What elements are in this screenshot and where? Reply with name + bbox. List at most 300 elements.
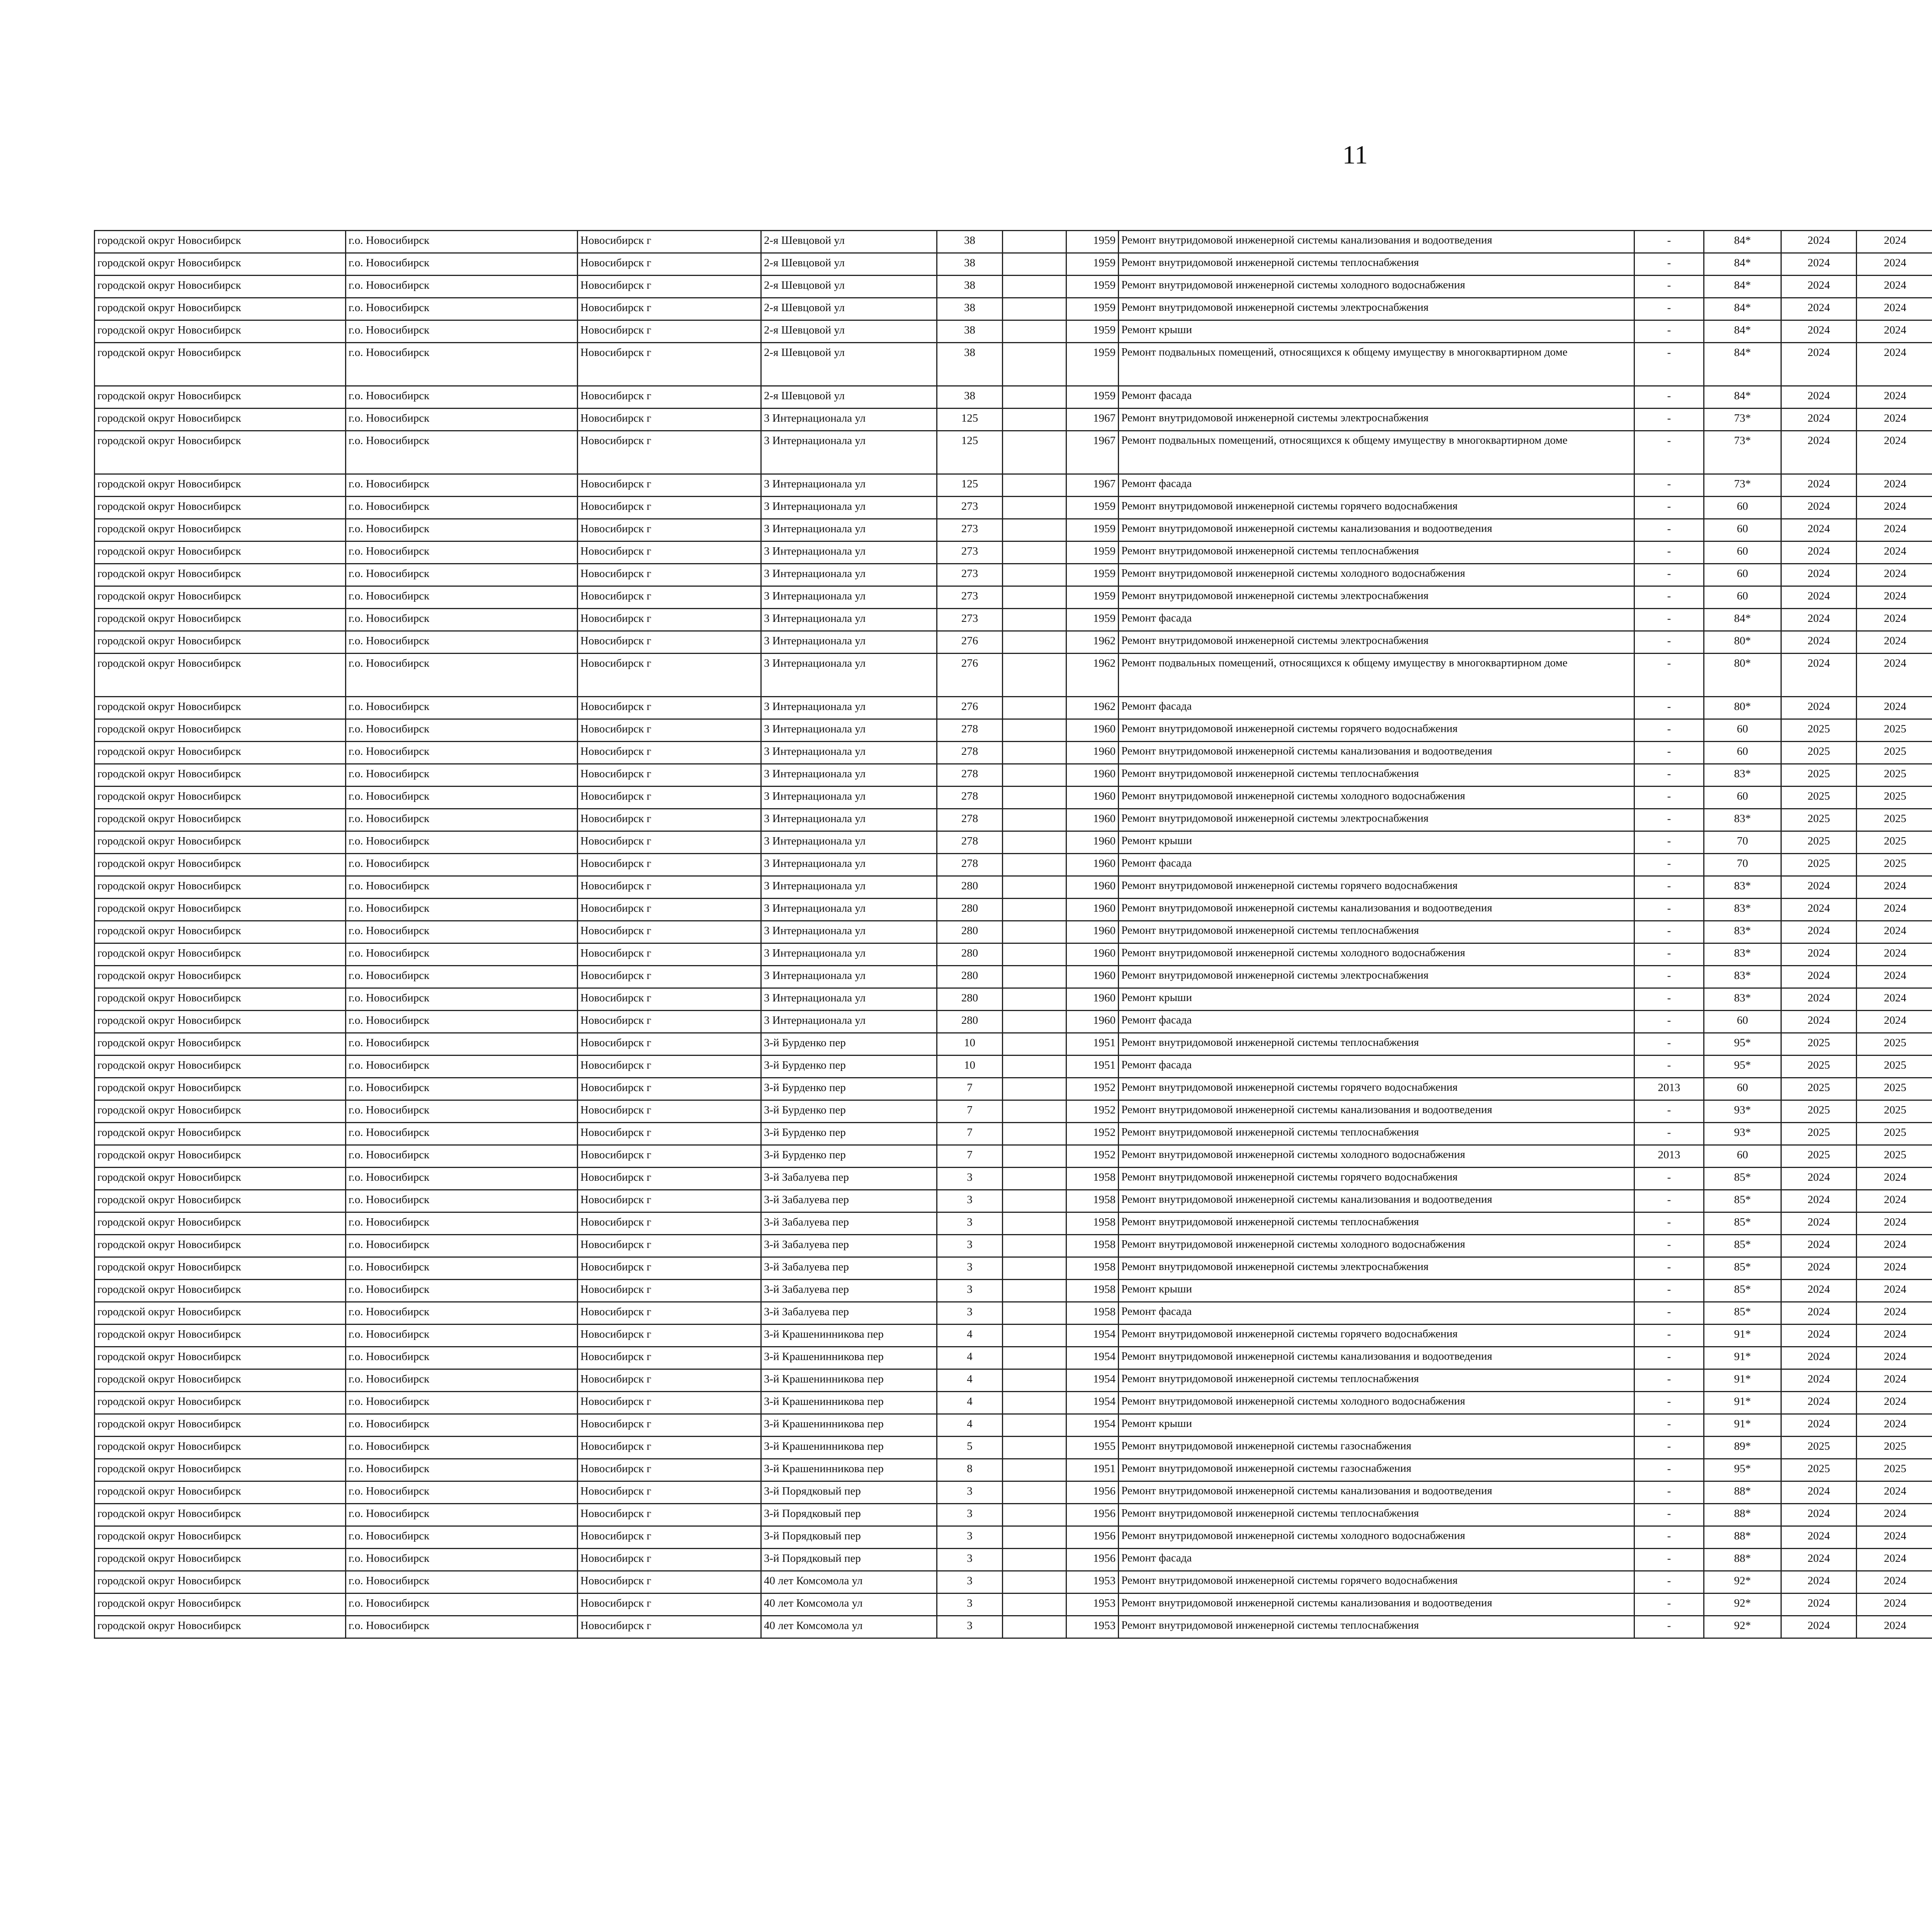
cell-street: 3-й Крашенинникова пер [761,1347,937,1369]
cell-plan-start-year: 2024 [1781,564,1857,586]
cell-year-built: 1960 [1066,787,1119,809]
cell-building-letter [1003,1549,1066,1571]
cell-work-type: Ремонт внутридомовой инженерной системы электроснабжения [1119,809,1634,831]
cell-year-built: 1958 [1066,1235,1119,1257]
cell-city: Новосибирск г [578,386,761,409]
table-row [95,1459,1932,1481]
cell-house-number: 278 [937,809,1003,831]
table-row [95,1414,1932,1437]
cell-city: Новосибирск г [578,1526,761,1549]
cell-plan-start-year: 2025 [1781,1437,1857,1459]
cell-settlement-abbrev: г.о. Новосибирск [346,1437,578,1459]
cell-street: 40 лет Комсомола ул [761,1571,937,1594]
cell-plan-start-year: 2024 [1781,988,1857,1011]
cell-city: Новосибирск г [578,1481,761,1504]
cell-plan-end-year: 2025 [1857,719,1932,742]
cell-street: 3 Интернационала ул [761,564,937,586]
cell-wear-percent: 73* [1704,431,1781,474]
cell-street: 3 Интернационала ул [761,742,937,764]
cell-wear-percent: 88* [1704,1526,1781,1549]
cell-house-number: 276 [937,697,1003,719]
cell-wear-percent: 92* [1704,1594,1781,1616]
cell-year-built: 1959 [1066,497,1119,519]
cell-city: Новосибирск г [578,787,761,809]
cell-last-repair-year: - [1634,519,1704,541]
cell-work-type: Ремонт фасада [1119,609,1634,631]
cell-last-repair-year: - [1634,1302,1704,1325]
cell-street: 3-й Крашенинникова пер [761,1325,937,1347]
cell-municipality: городской округ Новосибирск [95,409,346,431]
cell-last-repair-year: - [1634,1594,1704,1616]
cell-work-type: Ремонт внутридомовой инженерной системы электроснабжения [1119,1257,1634,1280]
cell-work-type: Ремонт внутридомовой инженерной системы холодного водоснабжения [1119,1145,1634,1168]
cell-house-number: 125 [937,474,1003,497]
cell-plan-end-year: 2024 [1857,1571,1932,1594]
cell-work-type: Ремонт внутридомовой инженерной системы теплоснабжения [1119,1369,1634,1392]
table-row [95,298,1932,320]
cell-house-number: 278 [937,719,1003,742]
cell-building-letter [1003,1168,1066,1190]
cell-building-letter [1003,409,1066,431]
cell-plan-end-year: 2025 [1857,742,1932,764]
cell-building-letter [1003,1033,1066,1056]
cell-street: 40 лет Комсомола ул [761,1616,937,1638]
cell-year-built: 1960 [1066,719,1119,742]
cell-wear-percent: 84* [1704,253,1781,276]
cell-house-number: 3 [937,1481,1003,1504]
cell-wear-percent: 91* [1704,1414,1781,1437]
page-number: 11 [1342,140,1368,169]
cell-plan-end-year: 2024 [1857,431,1932,474]
cell-wear-percent: 73* [1704,474,1781,497]
cell-city: Новосибирск г [578,1325,761,1347]
cell-work-type: Ремонт внутридомовой инженерной системы канализования и водоотведения [1119,1100,1634,1123]
cell-plan-end-year: 2024 [1857,1212,1932,1235]
cell-last-repair-year: - [1634,253,1704,276]
cell-settlement-abbrev: г.о. Новосибирск [346,1526,578,1549]
cell-settlement-abbrev: г.о. Новосибирск [346,1481,578,1504]
cell-municipality: городской округ Новосибирск [95,831,346,854]
cell-house-number: 38 [937,231,1003,253]
cell-municipality: городской округ Новосибирск [95,320,346,343]
cell-wear-percent: 84* [1704,343,1781,386]
cell-house-number: 3 [937,1616,1003,1638]
cell-settlement-abbrev: г.о. Новосибирск [346,742,578,764]
cell-house-number: 38 [937,320,1003,343]
cell-house-number: 278 [937,831,1003,854]
cell-street: 3-й Крашенинникова пер [761,1414,937,1437]
cell-plan-start-year: 2024 [1781,609,1857,631]
cell-building-letter [1003,787,1066,809]
cell-wear-percent: 85* [1704,1235,1781,1257]
cell-work-type: Ремонт внутридомовой инженерной системы канализования и водоотведения [1119,231,1634,253]
cell-city: Новосибирск г [578,809,761,831]
cell-city: Новосибирск г [578,654,761,697]
cell-settlement-abbrev: г.о. Новосибирск [346,899,578,921]
cell-last-repair-year: - [1634,343,1704,386]
cell-street: 3-й Крашенинникова пер [761,1369,937,1392]
cell-last-repair-year: - [1634,764,1704,787]
cell-last-repair-year: - [1634,831,1704,854]
cell-plan-end-year: 2024 [1857,966,1932,988]
cell-plan-end-year: 2025 [1857,1056,1932,1078]
cell-wear-percent: 91* [1704,1347,1781,1369]
cell-house-number: 3 [937,1168,1003,1190]
cell-plan-start-year: 2024 [1781,631,1857,654]
cell-wear-percent: 60 [1704,787,1781,809]
cell-plan-start-year: 2024 [1781,253,1857,276]
cell-house-number: 10 [937,1033,1003,1056]
cell-municipality: городской округ Новосибирск [95,1302,346,1325]
cell-house-number: 273 [937,519,1003,541]
cell-plan-end-year: 2024 [1857,697,1932,719]
cell-building-letter [1003,1011,1066,1033]
cell-work-type: Ремонт внутридомовой инженерной системы горячего водоснабжения [1119,1168,1634,1190]
cell-year-built: 1959 [1066,253,1119,276]
cell-work-type: Ремонт внутридомовой инженерной системы канализования и водоотведения [1119,1594,1634,1616]
cell-building-letter [1003,320,1066,343]
cell-municipality: городской округ Новосибирск [95,497,346,519]
cell-house-number: 276 [937,631,1003,654]
cell-plan-end-year: 2024 [1857,409,1932,431]
cell-last-repair-year: - [1634,1571,1704,1594]
cell-plan-start-year: 2024 [1781,966,1857,988]
cell-last-repair-year: - [1634,1459,1704,1481]
cell-year-built: 1953 [1066,1616,1119,1638]
cell-building-letter [1003,1325,1066,1347]
cell-plan-start-year: 2024 [1781,320,1857,343]
table-row [95,1325,1932,1347]
cell-street: 3 Интернационала ул [761,943,937,966]
cell-wear-percent: 83* [1704,943,1781,966]
cell-city: Новосибирск г [578,1392,761,1414]
cell-wear-percent: 83* [1704,899,1781,921]
cell-street: 3 Интернационала ул [761,497,937,519]
cell-municipality: городской округ Новосибирск [95,276,346,298]
cell-last-repair-year: - [1634,787,1704,809]
cell-year-built: 1960 [1066,966,1119,988]
table-row [95,497,1932,519]
cell-plan-start-year: 2025 [1781,719,1857,742]
cell-house-number: 3 [937,1257,1003,1280]
cell-street: 3-й Забалуева пер [761,1280,937,1302]
cell-municipality: городской округ Новосибирск [95,564,346,586]
cell-city: Новосибирск г [578,854,761,876]
cell-work-type: Ремонт фасада [1119,697,1634,719]
cell-building-letter [1003,1145,1066,1168]
cell-municipality: городской округ Новосибирск [95,253,346,276]
cell-wear-percent: 92* [1704,1571,1781,1594]
table-row [95,697,1932,719]
cell-street: 3 Интернационала ул [761,409,937,431]
table-row [95,1302,1932,1325]
cell-settlement-abbrev: г.о. Новосибирск [346,1504,578,1526]
table-row [95,1392,1932,1414]
cell-last-repair-year: - [1634,1616,1704,1638]
cell-year-built: 1962 [1066,631,1119,654]
cell-wear-percent: 80* [1704,654,1781,697]
cell-plan-start-year: 2024 [1781,1481,1857,1504]
cell-house-number: 3 [937,1504,1003,1526]
cell-city: Новосибирск г [578,519,761,541]
cell-plan-end-year: 2024 [1857,921,1932,943]
cell-municipality: городской округ Новосибирск [95,231,346,253]
cell-street: 3-й Забалуева пер [761,1212,937,1235]
cell-work-type: Ремонт внутридомовой инженерной системы теплоснабжения [1119,764,1634,787]
cell-work-type: Ремонт внутридомовой инженерной системы теплоснабжения [1119,1123,1634,1145]
cell-year-built: 1954 [1066,1369,1119,1392]
cell-settlement-abbrev: г.о. Новосибирск [346,343,578,386]
cell-municipality: городской округ Новосибирск [95,609,346,631]
cell-house-number: 38 [937,343,1003,386]
cell-city: Новосибирск г [578,409,761,431]
table-row [95,1504,1932,1526]
cell-building-letter [1003,899,1066,921]
cell-last-repair-year: - [1634,742,1704,764]
cell-year-built: 1952 [1066,1078,1119,1100]
table-row [95,386,1932,409]
table-row [95,831,1932,854]
cell-last-repair-year: - [1634,586,1704,609]
cell-municipality: городской округ Новосибирск [95,921,346,943]
cell-street: 3-й Бурденко пер [761,1078,937,1100]
cell-street: 3-й Забалуева пер [761,1257,937,1280]
cell-building-letter [1003,497,1066,519]
cell-municipality: городской округ Новосибирск [95,1280,346,1302]
cell-house-number: 273 [937,541,1003,564]
cell-house-number: 280 [937,899,1003,921]
cell-municipality: городской округ Новосибирск [95,1594,346,1616]
cell-plan-start-year: 2024 [1781,1257,1857,1280]
cell-plan-start-year: 2024 [1781,943,1857,966]
cell-wear-percent: 84* [1704,298,1781,320]
cell-plan-start-year: 2024 [1781,497,1857,519]
cell-last-repair-year: - [1634,231,1704,253]
cell-building-letter [1003,742,1066,764]
cell-city: Новосибирск г [578,742,761,764]
cell-plan-end-year: 2024 [1857,253,1932,276]
cell-house-number: 278 [937,787,1003,809]
cell-year-built: 1960 [1066,876,1119,899]
cell-municipality: городской округ Новосибирск [95,1369,346,1392]
cell-street: 3 Интернационала ул [761,966,937,988]
cell-house-number: 3 [937,1526,1003,1549]
cell-year-built: 1958 [1066,1168,1119,1190]
cell-last-repair-year: - [1634,1257,1704,1280]
table-row [95,1011,1932,1033]
cell-work-type: Ремонт фасада [1119,474,1634,497]
cell-building-letter [1003,1437,1066,1459]
cell-wear-percent: 70 [1704,831,1781,854]
cell-last-repair-year: - [1634,497,1704,519]
cell-wear-percent: 85* [1704,1280,1781,1302]
cell-plan-start-year: 2024 [1781,386,1857,409]
cell-year-built: 1951 [1066,1459,1119,1481]
cell-year-built: 1956 [1066,1504,1119,1526]
cell-building-letter [1003,253,1066,276]
cell-year-built: 1958 [1066,1212,1119,1235]
cell-wear-percent: 91* [1704,1369,1781,1392]
cell-street: 3 Интернационала ул [761,631,937,654]
cell-year-built: 1960 [1066,764,1119,787]
cell-street: 3-й Порядковый пер [761,1526,937,1549]
cell-house-number: 273 [937,564,1003,586]
cell-street: 40 лет Комсомола ул [761,1594,937,1616]
cell-wear-percent: 85* [1704,1257,1781,1280]
cell-city: Новосибирск г [578,320,761,343]
cell-house-number: 125 [937,431,1003,474]
cell-year-built: 1959 [1066,541,1119,564]
cell-plan-end-year: 2025 [1857,1033,1932,1056]
cell-street: 3-й Бурденко пер [761,1033,937,1056]
cell-street: 3-й Забалуева пер [761,1168,937,1190]
cell-plan-start-year: 2024 [1781,1549,1857,1571]
cell-plan-start-year: 2025 [1781,1056,1857,1078]
cell-last-repair-year: - [1634,1481,1704,1504]
cell-municipality: городской округ Новосибирск [95,654,346,697]
cell-settlement-abbrev: г.о. Новосибирск [346,719,578,742]
cell-settlement-abbrev: г.о. Новосибирск [346,1235,578,1257]
cell-city: Новосибирск г [578,253,761,276]
cell-plan-start-year: 2024 [1781,1369,1857,1392]
cell-municipality: городской округ Новосибирск [95,1616,346,1638]
cell-last-repair-year: - [1634,1011,1704,1033]
cell-settlement-abbrev: г.о. Новосибирск [346,409,578,431]
cell-plan-start-year: 2024 [1781,1594,1857,1616]
cell-year-built: 1958 [1066,1302,1119,1325]
cell-plan-start-year: 2025 [1781,809,1857,831]
cell-building-letter [1003,1257,1066,1280]
cell-building-letter [1003,564,1066,586]
cell-year-built: 1959 [1066,586,1119,609]
cell-work-type: Ремонт внутридомовой инженерной системы горячего водоснабжения [1119,497,1634,519]
table-row [95,1212,1932,1235]
table-row [95,654,1932,697]
cell-plan-start-year: 2024 [1781,343,1857,386]
cell-building-letter [1003,1100,1066,1123]
cell-building-letter [1003,1212,1066,1235]
cell-house-number: 280 [937,988,1003,1011]
cell-year-built: 1952 [1066,1100,1119,1123]
cell-house-number: 3 [937,1280,1003,1302]
cell-year-built: 1959 [1066,320,1119,343]
cell-year-built: 1960 [1066,988,1119,1011]
cell-plan-end-year: 2024 [1857,386,1932,409]
cell-wear-percent: 95* [1704,1056,1781,1078]
cell-year-built: 1956 [1066,1549,1119,1571]
cell-city: Новосибирск г [578,431,761,474]
cell-year-built: 1954 [1066,1392,1119,1414]
table-row [95,343,1932,386]
cell-settlement-abbrev: г.о. Новосибирск [346,1123,578,1145]
cell-plan-start-year: 2025 [1781,764,1857,787]
cell-street: 3-й Крашенинникова пер [761,1437,937,1459]
cell-house-number: 4 [937,1392,1003,1414]
cell-municipality: городской округ Новосибирск [95,809,346,831]
cell-street: 3 Интернационала ул [761,831,937,854]
cell-building-letter [1003,1123,1066,1145]
cell-year-built: 1959 [1066,386,1119,409]
table-row [95,1257,1932,1280]
register-body [95,231,1932,1638]
cell-work-type: Ремонт фасада [1119,854,1634,876]
cell-wear-percent: 91* [1704,1392,1781,1414]
cell-plan-end-year: 2024 [1857,474,1932,497]
cell-last-repair-year: - [1634,1414,1704,1437]
cell-street: 3-й Порядковый пер [761,1549,937,1571]
cell-street: 3 Интернационала ул [761,541,937,564]
cell-work-type: Ремонт внутридомовой инженерной системы теплоснабжения [1119,921,1634,943]
cell-settlement-abbrev: г.о. Новосибирск [346,854,578,876]
cell-year-built: 1956 [1066,1526,1119,1549]
cell-building-letter [1003,1302,1066,1325]
table-row [95,899,1932,921]
cell-municipality: городской округ Новосибирск [95,1168,346,1190]
cell-work-type: Ремонт подвальных помещений, относящихся к общему имуществу в многоквартирном доме [1119,431,1634,474]
cell-house-number: 273 [937,586,1003,609]
cell-municipality: городской округ Новосибирск [95,519,346,541]
cell-year-built: 1952 [1066,1145,1119,1168]
cell-plan-start-year: 2024 [1781,1526,1857,1549]
cell-municipality: городской округ Новосибирск [95,1257,346,1280]
cell-street: 3-й Порядковый пер [761,1481,937,1504]
cell-city: Новосибирск г [578,966,761,988]
cell-wear-percent: 95* [1704,1459,1781,1481]
cell-plan-end-year: 2025 [1857,854,1932,876]
cell-last-repair-year: - [1634,1033,1704,1056]
cell-wear-percent: 85* [1704,1190,1781,1212]
table-row [95,966,1932,988]
cell-settlement-abbrev: г.о. Новосибирск [346,697,578,719]
cell-city: Новосибирск г [578,1347,761,1369]
cell-year-built: 1955 [1066,1437,1119,1459]
cell-city: Новосибирск г [578,921,761,943]
cell-plan-start-year: 2025 [1781,1459,1857,1481]
cell-work-type: Ремонт фасада [1119,1302,1634,1325]
cell-wear-percent: 92* [1704,1616,1781,1638]
cell-work-type: Ремонт внутридомовой инженерной системы канализования и водоотведения [1119,1481,1634,1504]
cell-plan-start-year: 2024 [1781,1212,1857,1235]
cell-plan-end-year: 2024 [1857,519,1932,541]
cell-settlement-abbrev: г.о. Новосибирск [346,1571,578,1594]
cell-street: 2-я Шевцовой ул [761,343,937,386]
cell-house-number: 3 [937,1212,1003,1235]
cell-plan-start-year: 2024 [1781,1302,1857,1325]
cell-building-letter [1003,386,1066,409]
cell-year-built: 1960 [1066,943,1119,966]
cell-wear-percent: 88* [1704,1549,1781,1571]
cell-plan-start-year: 2024 [1781,276,1857,298]
cell-work-type: Ремонт внутридомовой инженерной системы горячего водоснабжения [1119,1325,1634,1347]
cell-wear-percent: 80* [1704,631,1781,654]
cell-street: 3 Интернационала ул [761,519,937,541]
cell-work-type: Ремонт внутридомовой инженерной системы горячего водоснабжения [1119,876,1634,899]
cell-plan-start-year: 2024 [1781,1414,1857,1437]
cell-plan-end-year: 2024 [1857,1235,1932,1257]
cell-plan-end-year: 2024 [1857,586,1932,609]
cell-last-repair-year: - [1634,276,1704,298]
cell-municipality: городской округ Новосибирск [95,1235,346,1257]
cell-work-type: Ремонт внутридомовой инженерной системы теплоснабжения [1119,1212,1634,1235]
table-row [95,231,1932,253]
cell-last-repair-year: - [1634,541,1704,564]
cell-settlement-abbrev: г.о. Новосибирск [346,787,578,809]
cell-last-repair-year: - [1634,943,1704,966]
cell-city: Новосибирск г [578,1212,761,1235]
cell-plan-end-year: 2024 [1857,1302,1932,1325]
cell-house-number: 278 [937,742,1003,764]
cell-year-built: 1959 [1066,564,1119,586]
